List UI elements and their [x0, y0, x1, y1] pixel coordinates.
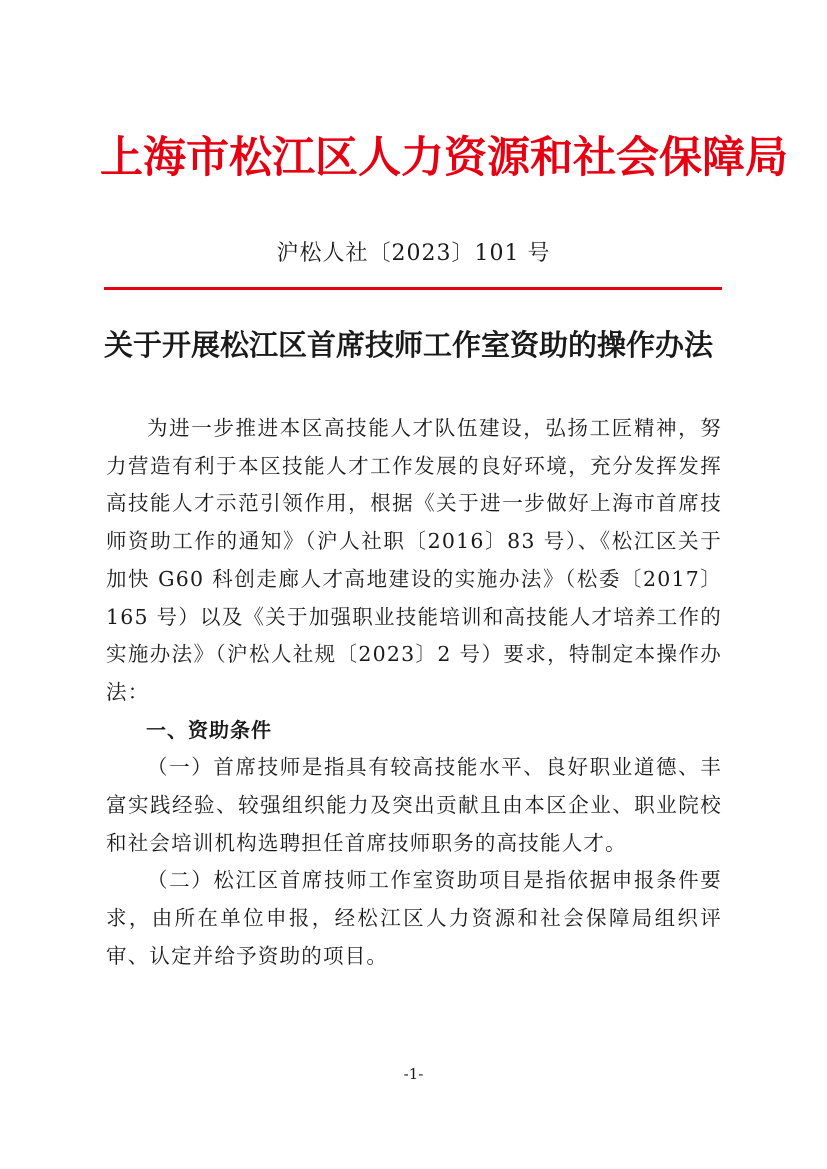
document-body — [106, 410, 722, 976]
page-number: -1- — [403, 1065, 424, 1083]
section-heading: 一、资助条件 — [146, 717, 272, 742]
issuer-header: 上海市松江区人力资源和社会保障局 — [100, 133, 788, 183]
document-title: 关于开展松江区首席技师工作室资助的操作办法 — [104, 328, 714, 362]
section-item-1: （一）首席技师是指具有较高技能水平、良好职业道德、丰富实践经验、较强组织能力及突出贡献且由本区企业、职业院校和社会培训机构选聘担任首席技师职务的高技能人才。 — [106, 755, 722, 855]
document-number: 沪松人社〔2023〕101 号 — [276, 241, 551, 266]
section-item-2: （二）松江区首席技师工作室资助项目是指依据申报条件要求，由所在单位申报，经松江区人力资源和社会保障局组织评审、认定并给予资助的项目。 — [106, 868, 722, 968]
red-divider-line — [104, 287, 722, 290]
intro-paragraph: 为进一步推进本区高技能人才队伍建设，弘扬工匠精神，努力营造有利于本区技能人才工作发展的良好环境，充分发挥发挥高技能人才示范引领作用，根据《关于进一步做好上海市首席技师资助工作的通知》（沪人社职〔2016〕83 号）、《松江区关于加快 G60 科创走廊人才高地建设的实施办法》（松委〔2017〕165 号）以及《关于加强职业技能培训和高技能人才培养工作的实施办法》（沪松人社规〔2023〕2 号）要求，特制定本操作办法： — [106, 416, 722, 704]
